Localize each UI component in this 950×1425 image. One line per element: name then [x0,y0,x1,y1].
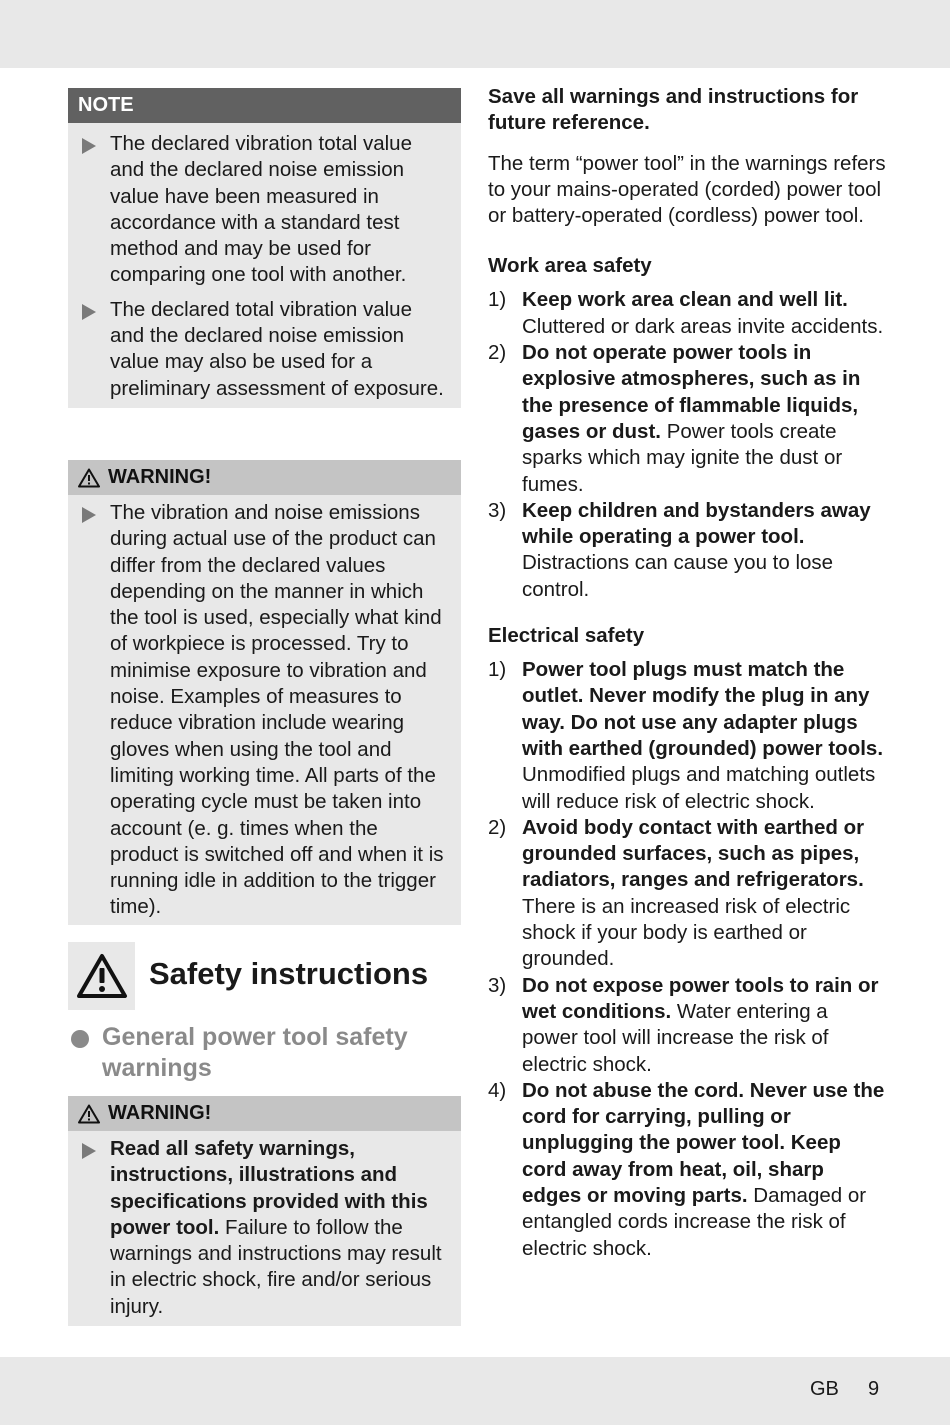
list-item [488,657,888,815]
save-instructions: Save all warnings and instructions for future reference. [488,85,859,135]
note-bullet-text: The declared total vibration value and the declared noise emission value may also be used for a preliminary assessment of exposure. [110,297,444,400]
bold-text: Do not operate power tools in explosive atmospheres, such as in the presence of flammable liquids, gases or dust. [522,341,861,443]
item-number: 3) [488,498,507,522]
normal-text: Water entering a power tool will increase the risk of electric shock. [522,999,829,1076]
triangle-bullet-icon [82,138,96,154]
warning-bullet [68,500,449,921]
warning-bullet-text: The vibration and noise emissions during actual use of the product can differ from the declared values depending on the manner in which the tool is used, especially what kind of workpiece is processed. Try to minimise exposure to vibration and noise. Examples of measures to reduce vibration include wearing gloves when using the tool and limiting working time. All parts of the operating cycle must be taken into account (e. g. times when the product is switched off and when it is running idle in addition to the trigger time). [110,501,444,919]
bold-text: Read all safety warnings, instructions, illustrations and specifications provided with this power tool. [110,1137,428,1239]
item-number: 1) [488,658,507,682]
electrical-list [488,657,888,1262]
list-item [488,287,888,340]
electrical-heading: Electrical safety [488,624,645,648]
list-item [488,498,888,603]
triangle-bullet-icon [82,507,96,523]
bold-text: Avoid body contact with earthed or grounded surfaces, such as pipes, radiators, ranges and refrigerators. [522,815,865,892]
warning-heading [68,460,461,495]
warning-bullet [68,1136,449,1320]
warning-triangle-icon [78,1104,100,1124]
warning-bullet-text [110,1136,449,1320]
top-band [0,0,950,68]
warning-triangle-icon [78,468,100,488]
note-heading: NOTE [68,88,461,123]
bold-text: Keep work area clean and well lit. [522,288,848,312]
warning-triangle-icon [76,953,128,999]
normal-text: Power tools create sparks which may ignite the dust or fumes. [522,419,843,496]
normal-text: Failure to follow the warnings and instructions may result in electric shock, fire and/or serious injury. [110,1215,442,1318]
item-number: 2) [488,815,507,839]
warning-heading-text: WARNING! [108,466,212,488]
normal-text: Cluttered or dark areas invite accidents. [522,314,884,338]
normal-text: Distractions can cause you to lose control. [522,551,834,601]
note-bullet [68,131,449,289]
bold-text: Keep children and bystanders away while operating a power tool. [522,498,871,549]
list-item [488,340,888,498]
safety-instructions-header [68,942,461,1010]
bullet-dot-icon [71,1030,89,1048]
bold-text: Power tool plugs must match the outlet. Never modify the plug in any way. Do not use any adapter plugs with earthed (grounded) power tools. [522,658,884,760]
item-number: 3) [488,973,507,997]
power-tool-term: The term “power tool” in the warnings refers to your mains-operated (corded) power tool or battery-operated (cordless) power tool. [488,151,886,228]
note-bullet [68,297,449,402]
work-area-list [488,287,888,603]
bottom-band [0,1357,950,1425]
warning-heading-text: WARNING! [108,1102,212,1124]
note-bullet-text: The declared vibration total value and the declared noise emission value have been measured in accordance with a standard test method and may be used for comparing one tool with another. [110,132,412,287]
normal-text: Unmodified plugs and matching outlets will reduce risk of electric shock. [522,763,876,813]
note-box [68,88,461,408]
item-number: 1) [488,288,507,312]
language-code: GB [810,1378,839,1400]
triangle-bullet-icon [82,304,96,320]
bold-text: Do not expose power tools to rain or wet conditions. [522,973,879,1023]
list-item [488,1078,888,1262]
list-item [488,973,888,1078]
warning-heading [68,1096,461,1131]
bold-text: Do not abuse the cord. Never use the cord for carrying, pulling or unplugging the power tool. Keep cord away from heat, oil, sharp edges or moving parts. [522,1078,885,1207]
warning-box-general [68,1096,461,1326]
right-column [488,84,888,1262]
subsection-header [68,1022,461,1084]
triangle-bullet-icon [82,1143,96,1159]
work-area-heading: Work area safety [488,254,652,278]
list-item [488,815,888,973]
item-number: 2) [488,341,507,365]
item-number: 4) [488,1078,507,1102]
page-number: 9 [868,1378,880,1400]
subsection-title: General power tool safety warnings [102,1023,408,1082]
safety-icon-box [68,942,135,1010]
normal-text: There is an increased risk of electric shock if your body is earthed or grounded. [522,894,851,971]
warning-box-vibration [68,460,461,925]
normal-text: Damaged or entangled cords increase the risk of electric shock. [522,1183,867,1260]
section-title: Safety instructions [149,956,429,991]
